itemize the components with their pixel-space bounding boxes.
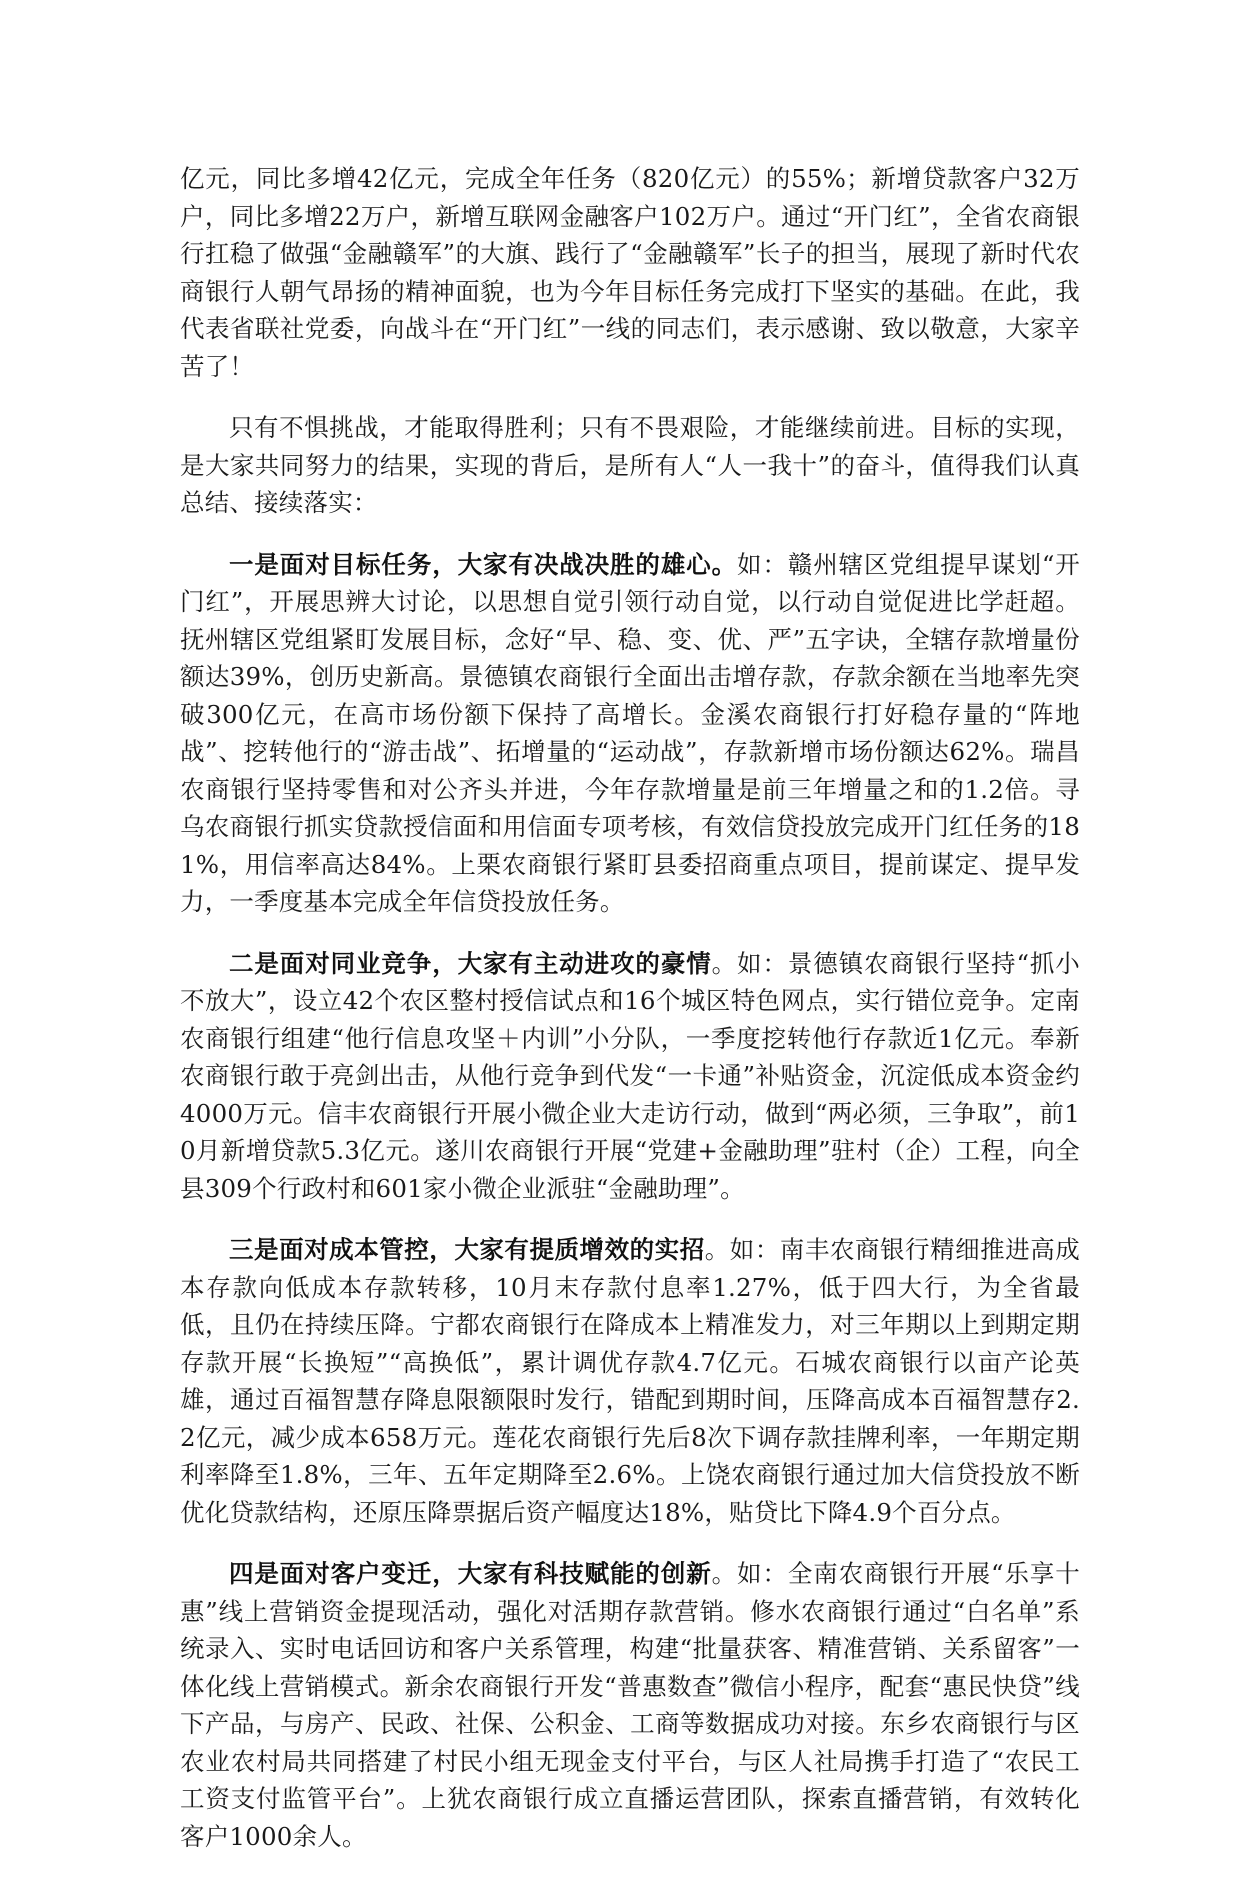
paragraph-4-text: 。如：景德镇农商银行坚持“抓小不放大”，设立42个农区整村授信试点和16个城区特色网点，实行错位竞争。定南农商银行组建“他行信息攻坚＋内训”小分队，一季度挖转他行存款近1亿元。奉新农商银行敢于亮剑出击，从他行竞争到代发“一卡通”补贴资金，沉淀低成本资金约4000万元。信丰农商银行开展小微企业大走访行动，做到“两必须，三争取”，前10月新增贷款5.3亿元。遂川农商银行开展“党建+金融助理”驻村（企）工程，向全县309个行政村和601家小微企业派驻“金融助理”。	[180, 948, 1080, 1203]
paragraph-6-text: 。如：全南农商银行开展“乐享十惠”线上营销资金提现活动，强化对活期存款营销。修水农商银行通过“白名单”系统录入、实时电话回访和客户关系管理，构建“批量获客、精准营销、关系留客”一体化线上营销模式。新余农商银行开发“普惠数查”微信小程序，配套“惠民快贷”线下产品，与房产、民政、社保、公积金、工商等数据成功对接。东乡农商银行与区农业农村局共同搭建了村民小组无现金支付平台，与区人社局携手打造了“农民工工资支付监管平台”。上犹农商银行成立直播运营团队，探索直播营销，有效转化客户1000余人。	[180, 1559, 1080, 1851]
paragraph-5	[180, 1231, 1080, 1531]
paragraph-3-text: 如：赣州辖区党组提早谋划“开门红”，开展思辨大讨论，以思想自觉引领行动自觉，以行动自觉促进比学赶超。抚州辖区党组紧盯发展目标，念好“早、稳、变、优、严”五字诀，全辖存款增量份额达39%，创历史新高。景德镇农商银行全面出击增存款，存款余额在当地率先突破300亿元，在高市场份额下保持了高增长。金溪农商银行打好稳存量的“阵地战”、挖转他行的“游击战”、拓增量的“运动战”，存款新增市场份额达62%。瑞昌农商银行坚持零售和对公齐头并进，今年存款增量是前三年增量之和的1.2倍。寻乌农商银行抓实贷款授信面和用信面专项考核，有效信贷投放完成开门红任务的181%，用信率高达84%。上栗农商银行紧盯县委招商重点项目，提前谋定、提早发力，一季度基本完成全年信贷投放任务。	[180, 549, 1080, 916]
paragraph-1	[180, 160, 1080, 385]
document-page	[180, 160, 1080, 1879]
paragraph-2-text: 只有不惧挑战，才能取得胜利；只有不畏艰险，才能继续前进。目标的实现，是大家共同努力的结果，实现的背后，是所有人“人一我十”的奋斗，值得我们认真总结、接续落实：	[180, 413, 1080, 517]
paragraph-5-text: 。如：南丰农商银行精细推进高成本存款向低成本存款转移，10月末存款付息率1.27%，低于四大行，为全省最低，且仍在持续压降。宁都农商银行在降成本上精准发力，对三年期以上到期定期存款开展“长换短”“高换低”，累计调优存款4.7亿元。石城农商银行以亩产论英雄，通过百福智慧存降息限额限时发行，错配到期时间，压降高成本百福智慧存2.2亿元，减少成本658万元。莲花农商银行先后8次下调存款挂牌利率，一年期定期利率降至1.8%，三年、五年定期降至2.6%。上饶农商银行通过加大信贷投放不断优化贷款结构，还原压降票据后资产幅度达18%，贴贷比下降4.9个百分点。	[180, 1235, 1080, 1527]
paragraph-3-lead: 一是面对目标任务，大家有决战决胜的雄心。	[229, 549, 738, 579]
paragraph-5-lead: 三是面对成本管控，大家有提质增效的实招	[229, 1235, 705, 1264]
paragraph-4	[180, 945, 1080, 1208]
paragraph-6	[180, 1555, 1080, 1855]
paragraph-1-text: 亿元，同比多增42亿元，完成全年任务（820亿元）的55%；新增贷款客户32万户，同比多增22万户，新增互联网金融客户102万户。通过“开门红”，全省农商银行扛稳了做强“金融赣军”的大旗、践行了“金融赣军”长子的担当，展现了新时代农商银行人朝气昂扬的精神面貌，也为今年目标任务完成打下坚实的基础。在此，我代表省联社党委，向战斗在“开门红”一线的同志们，表示感谢、致以敬意，大家辛苦了！	[180, 164, 1080, 381]
paragraph-2	[180, 409, 1080, 522]
paragraph-3	[180, 546, 1080, 921]
paragraph-6-lead: 四是面对客户变迁，大家有科技赋能的创新	[229, 1559, 712, 1588]
paragraph-4-lead: 二是面对同业竞争，大家有主动进攻的豪情	[229, 948, 712, 978]
